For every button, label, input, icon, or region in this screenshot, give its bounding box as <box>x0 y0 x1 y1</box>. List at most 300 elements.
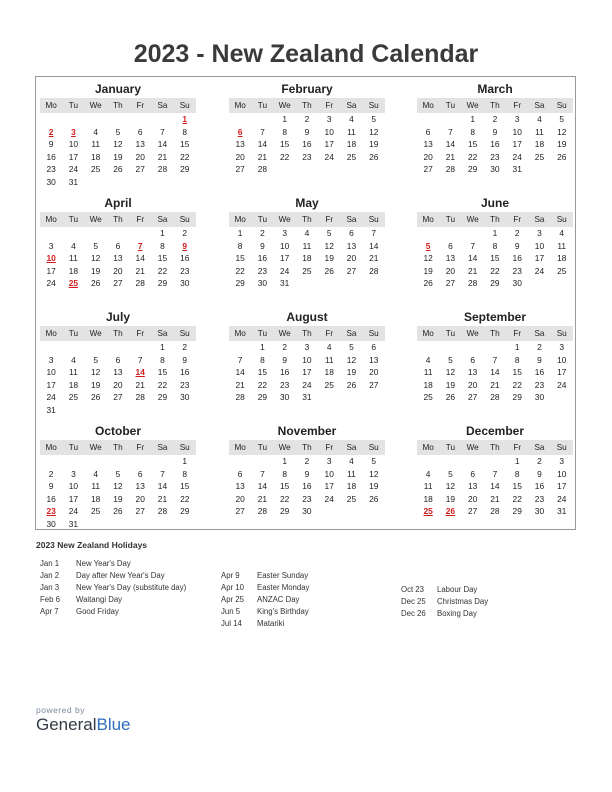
day-cell: 15 <box>235 253 245 263</box>
empty-day-cell <box>318 505 340 518</box>
day-cell: 30 <box>302 506 312 516</box>
weekday-label: Fr <box>513 215 522 224</box>
day-cell: 18 <box>346 481 357 491</box>
holiday-item <box>221 582 309 594</box>
week-row <box>40 113 196 126</box>
empty-day-cell <box>129 341 151 354</box>
day-cell: 22 <box>512 493 522 504</box>
day-cell: 29 <box>468 164 478 174</box>
day-cell: 5 <box>349 342 354 352</box>
day-cell: 22 <box>280 493 290 504</box>
day-cell: 17 <box>280 253 290 263</box>
day-cell: 3 <box>559 456 565 466</box>
day-cell: 20 <box>369 367 379 377</box>
month-name: September <box>463 310 527 324</box>
holiday-day-cell: 6 <box>237 126 243 137</box>
day-cell: 13 <box>113 253 123 263</box>
weekday-label: Mo <box>234 215 246 224</box>
holiday-date: Apr 7 <box>40 607 59 616</box>
day-cell: 9 <box>514 240 520 251</box>
holiday-item <box>221 606 309 618</box>
day-cell: 11 <box>423 481 433 491</box>
day-cell: 10 <box>68 481 79 491</box>
holiday-item <box>40 558 186 570</box>
day-cell: 14 <box>257 481 268 491</box>
day-cell: 8 <box>282 468 287 479</box>
day-cell: 12 <box>113 481 123 491</box>
holiday-day-cell: 23 <box>46 506 56 516</box>
day-cell: 10 <box>534 240 545 251</box>
month-name: October <box>94 424 141 438</box>
day-cell: 9 <box>48 139 54 149</box>
weekday-label: Tu <box>257 101 268 110</box>
weekday-label: We <box>466 101 479 110</box>
day-cell: 25 <box>346 151 357 162</box>
day-cell: 21 <box>257 151 268 162</box>
empty-day-cell <box>40 455 62 468</box>
day-cell: 14 <box>157 139 168 149</box>
week-row <box>229 265 385 278</box>
weekday-label: Th <box>490 329 500 338</box>
holiday-day-cell: 5 <box>425 240 431 251</box>
day-cell: 11 <box>347 468 356 479</box>
month-august <box>229 309 385 404</box>
week-row <box>229 366 385 379</box>
empty-day-cell <box>551 391 573 404</box>
day-cell: 18 <box>423 493 433 504</box>
empty-day-cell <box>363 277 385 290</box>
day-cell: 15 <box>180 139 190 149</box>
day-cell: 31 <box>512 164 522 174</box>
day-cell: 21 <box>135 265 145 276</box>
day-cell: 9 <box>492 126 498 137</box>
day-cell: 2 <box>492 114 498 124</box>
holiday-column <box>40 558 186 618</box>
day-cell: 24 <box>68 506 79 516</box>
day-cell: 12 <box>557 126 567 137</box>
empty-day-cell <box>484 341 506 354</box>
week-row <box>40 277 196 290</box>
weekday-label: We <box>89 101 102 110</box>
empty-day-cell <box>274 163 296 176</box>
day-cell: 4 <box>71 354 76 365</box>
day-cell: 4 <box>559 228 565 238</box>
weekday-label: Th <box>113 215 123 224</box>
holiday-name: Labour Day <box>437 585 478 594</box>
empty-day-cell <box>40 227 62 240</box>
day-cell: 20 <box>346 253 357 263</box>
day-cell: 5 <box>448 468 453 479</box>
weekday-label: Tu <box>257 443 268 452</box>
day-cell: 30 <box>534 392 545 402</box>
day-cell: 29 <box>512 392 522 402</box>
day-cell: 30 <box>280 392 290 402</box>
day-cell: 8 <box>282 126 287 137</box>
day-cell: 24 <box>68 164 79 174</box>
day-cell: 1 <box>282 114 287 124</box>
day-cell: 30 <box>180 278 190 288</box>
day-cell: 17 <box>46 379 56 390</box>
week-row <box>229 493 385 506</box>
weekday-label: Sa <box>534 215 545 224</box>
holiday-item <box>221 594 309 606</box>
month-february <box>229 81 385 176</box>
weekday-label: Su <box>556 443 567 452</box>
day-cell: 18 <box>91 493 101 504</box>
day-cell: 3 <box>71 468 76 479</box>
weekday-label: Th <box>113 329 123 338</box>
day-cell: 24 <box>534 265 545 276</box>
day-cell: 10 <box>324 126 334 137</box>
day-cell: 29 <box>157 392 168 402</box>
day-cell: 3 <box>48 354 54 365</box>
holiday-date: Jul 14 <box>221 619 242 628</box>
holiday-name: Christmas Day <box>437 597 489 606</box>
holiday-name: King's Birthday <box>257 607 309 616</box>
day-cell: 2 <box>537 456 542 466</box>
day-cell: 18 <box>91 151 101 162</box>
day-cell: 13 <box>135 139 145 149</box>
day-cell: 24 <box>280 265 290 276</box>
day-cell: 31 <box>68 518 79 529</box>
month-november <box>229 423 385 518</box>
empty-day-cell <box>151 404 173 417</box>
empty-day-cell <box>439 113 461 126</box>
weekday-label: Su <box>368 215 379 224</box>
weekday-header <box>229 440 385 455</box>
weekday-label: We <box>466 329 479 338</box>
day-cell: 13 <box>445 253 456 263</box>
calendar-grid <box>35 76 576 530</box>
day-cell: 28 <box>369 265 379 276</box>
empty-day-cell <box>528 163 550 176</box>
weekday-label: Th <box>113 101 123 110</box>
week-row <box>229 240 385 253</box>
day-cell: 26 <box>369 151 379 162</box>
empty-day-cell <box>551 277 573 290</box>
week-row <box>229 354 385 367</box>
day-cell: 27 <box>346 265 357 276</box>
day-cell: 8 <box>160 354 165 365</box>
day-cell: 10 <box>46 367 56 377</box>
day-cell: 6 <box>115 240 121 251</box>
empty-day-cell <box>107 404 129 417</box>
day-cell: 16 <box>46 151 56 162</box>
day-cell: 22 <box>280 151 290 162</box>
day-cell: 1 <box>160 342 165 352</box>
weekday-label: Mo <box>422 101 434 110</box>
week-row <box>417 265 573 278</box>
day-cell: 26 <box>369 493 379 504</box>
weekday-label: Tu <box>257 329 268 338</box>
week-row <box>40 151 196 164</box>
weekday-label: Tu <box>68 101 79 110</box>
day-cell: 19 <box>91 379 101 390</box>
day-cell: 1 <box>160 228 165 238</box>
day-cell: 31 <box>302 392 312 402</box>
day-cell: 3 <box>304 342 310 352</box>
empty-day-cell <box>85 176 107 189</box>
weekday-label: Fr <box>513 101 522 110</box>
day-cell: 24 <box>324 151 334 162</box>
empty-day-cell <box>251 113 273 126</box>
day-cell: 6 <box>425 126 431 137</box>
weekday-header <box>417 440 573 455</box>
day-cell: 17 <box>324 139 334 149</box>
day-cell: 25 <box>324 379 334 390</box>
day-cell: 11 <box>302 240 312 251</box>
weekday-label: We <box>278 443 291 452</box>
weekday-label: Su <box>179 329 190 338</box>
holiday-day-cell: 25 <box>423 506 433 516</box>
day-cell: 6 <box>349 228 354 238</box>
day-cell: 30 <box>46 176 56 187</box>
day-cell: 17 <box>68 493 79 504</box>
day-cell: 17 <box>46 265 56 276</box>
weekday-label: Su <box>556 101 567 110</box>
weekday-label: Mo <box>422 443 434 452</box>
day-cell: 29 <box>280 506 290 516</box>
empty-day-cell <box>129 404 151 417</box>
day-cell: 11 <box>324 354 334 365</box>
empty-day-cell <box>85 404 107 417</box>
day-cell: 24 <box>512 151 522 162</box>
day-cell: 8 <box>470 126 475 137</box>
day-cell: 26 <box>91 278 101 288</box>
month-name: May <box>295 196 319 210</box>
day-cell: 30 <box>257 278 268 288</box>
empty-day-cell <box>417 113 439 126</box>
day-cell: 7 <box>137 354 143 365</box>
day-cell: 4 <box>71 240 76 251</box>
week-row <box>40 252 196 265</box>
day-cell: 14 <box>445 139 456 149</box>
weekday-label: Th <box>490 215 500 224</box>
weekday-label: Th <box>490 443 500 452</box>
day-cell: 26 <box>324 265 334 276</box>
day-cell: 12 <box>113 139 123 149</box>
day-cell: 1 <box>182 456 188 466</box>
empty-day-cell <box>318 163 340 176</box>
day-cell: 19 <box>369 481 379 491</box>
day-cell: 30 <box>180 392 190 402</box>
empty-day-cell <box>318 391 340 404</box>
week-row <box>417 493 573 506</box>
day-cell: 12 <box>91 253 101 263</box>
week-row <box>229 113 385 126</box>
weekday-label: Fr <box>325 101 334 110</box>
day-cell: 27 <box>423 164 433 174</box>
day-cell: 5 <box>115 126 121 137</box>
day-cell: 31 <box>280 278 290 288</box>
holiday-item <box>40 606 186 618</box>
day-cell: 31 <box>557 506 567 516</box>
week-row <box>229 252 385 265</box>
day-cell: 17 <box>302 367 312 377</box>
day-cell: 16 <box>280 367 290 377</box>
day-cell: 15 <box>280 139 290 149</box>
weekday-label: We <box>89 329 102 338</box>
day-cell: 14 <box>490 367 500 377</box>
day-cell: 21 <box>445 151 456 162</box>
weekday-label: Tu <box>445 329 456 338</box>
day-cell: 18 <box>423 379 433 390</box>
day-cell: 23 <box>280 379 290 390</box>
day-cell: 7 <box>448 126 453 137</box>
month-name: June <box>480 196 509 210</box>
day-cell: 29 <box>490 278 500 288</box>
day-cell: 20 <box>113 265 123 276</box>
day-cell: 11 <box>69 253 78 263</box>
week-row <box>417 163 573 176</box>
day-cell: 25 <box>346 493 357 504</box>
day-cell: 28 <box>490 392 500 402</box>
day-cell: 22 <box>157 379 168 390</box>
footer-logo[interactable] <box>36 705 131 735</box>
day-cell: 13 <box>423 139 433 149</box>
day-cell: 9 <box>182 354 188 365</box>
weekday-label: Fr <box>513 329 522 338</box>
day-cell: 11 <box>91 139 101 149</box>
day-cell: 9 <box>304 126 310 137</box>
day-cell: 22 <box>235 265 245 276</box>
day-cell: 12 <box>423 253 433 263</box>
month-june <box>417 195 573 290</box>
holiday-day-cell: 3 <box>71 126 76 137</box>
day-cell: 16 <box>534 481 545 491</box>
day-cell: 20 <box>445 265 456 276</box>
day-cell: 23 <box>512 265 522 276</box>
weekday-label: Mo <box>422 215 434 224</box>
week-row <box>40 126 196 139</box>
day-cell: 9 <box>48 481 54 491</box>
day-cell: 13 <box>468 481 478 491</box>
month-october <box>40 423 196 530</box>
day-cell: 8 <box>182 468 188 479</box>
holiday-name: Day after New Year's Day <box>76 571 165 580</box>
weekday-label: Mo <box>422 329 434 338</box>
day-cell: 13 <box>235 139 245 149</box>
day-cell: 8 <box>160 240 165 251</box>
weekday-label: Th <box>302 101 312 110</box>
day-cell: 22 <box>257 379 268 390</box>
weekday-label: Su <box>179 101 190 110</box>
day-cell: 13 <box>135 481 145 491</box>
empty-day-cell <box>417 455 439 468</box>
day-cell: 5 <box>448 354 453 365</box>
day-cell: 6 <box>470 468 475 479</box>
day-cell: 27 <box>235 164 245 174</box>
day-cell: 24 <box>557 379 567 390</box>
day-cell: 5 <box>371 456 377 466</box>
holiday-name: Boxing Day <box>437 609 477 618</box>
day-cell: 25 <box>91 506 101 516</box>
weekday-header <box>40 98 196 113</box>
day-cell: 16 <box>512 253 522 263</box>
holiday-day-cell: 14 <box>135 367 145 377</box>
holiday-name: ANZAC Day <box>257 595 300 604</box>
day-cell: 20 <box>235 151 245 162</box>
week-row <box>417 354 573 367</box>
day-cell: 1 <box>470 114 475 124</box>
holidays-heading: 2023 New Zealand Holidays <box>36 540 148 550</box>
week-row <box>40 379 196 392</box>
day-cell: 24 <box>324 493 334 504</box>
holiday-item <box>401 584 488 596</box>
day-cell: 15 <box>512 481 522 491</box>
empty-day-cell <box>40 341 62 354</box>
month-name: March <box>477 82 513 96</box>
day-cell: 27 <box>135 506 145 516</box>
week-row <box>40 163 196 176</box>
day-cell: 28 <box>445 164 456 174</box>
week-row <box>40 341 196 354</box>
day-cell: 25 <box>91 164 101 174</box>
holiday-day-cell: 9 <box>182 240 188 251</box>
day-cell: 25 <box>423 392 433 402</box>
weekday-label: Th <box>302 329 312 338</box>
day-cell: 4 <box>425 468 431 479</box>
day-cell: 27 <box>235 506 245 516</box>
empty-day-cell <box>439 455 461 468</box>
empty-day-cell <box>129 518 151 531</box>
holiday-date: Apr 9 <box>221 571 240 580</box>
weekday-label: We <box>278 215 291 224</box>
weekday-label: Sa <box>346 215 357 224</box>
day-cell: 20 <box>135 493 145 504</box>
day-cell: 26 <box>113 164 123 174</box>
month-september <box>417 309 573 404</box>
empty-day-cell <box>363 163 385 176</box>
day-cell: 14 <box>257 139 268 149</box>
day-cell: 21 <box>369 253 379 263</box>
day-cell: 26 <box>113 506 123 516</box>
day-cell: 17 <box>324 481 334 491</box>
day-cell: 23 <box>302 151 312 162</box>
week-row <box>417 468 573 481</box>
day-cell: 2 <box>48 468 54 479</box>
day-cell: 3 <box>559 342 565 352</box>
week-row <box>417 138 573 151</box>
weekday-header <box>417 326 573 341</box>
week-row <box>40 518 196 531</box>
day-cell: 27 <box>135 164 145 174</box>
month-name: February <box>281 82 333 96</box>
day-cell: 5 <box>371 114 377 124</box>
day-cell: 25 <box>302 265 312 276</box>
day-cell: 11 <box>91 481 101 491</box>
day-cell: 15 <box>468 139 478 149</box>
weekday-header <box>40 440 196 455</box>
day-cell: 14 <box>369 240 379 251</box>
day-cell: 20 <box>113 379 123 390</box>
week-row <box>40 391 196 404</box>
month-july <box>40 309 196 416</box>
day-cell: 25 <box>68 392 79 402</box>
day-cell: 8 <box>514 354 520 365</box>
weekday-label: Fr <box>513 443 522 452</box>
day-cell: 29 <box>512 506 522 516</box>
day-cell: 12 <box>445 481 456 491</box>
day-cell: 28 <box>468 278 478 288</box>
day-cell: 7 <box>470 240 475 251</box>
day-cell: 12 <box>91 367 101 377</box>
day-cell: 16 <box>302 481 312 491</box>
day-cell: 5 <box>93 240 98 251</box>
holiday-date: Dec 25 <box>401 597 426 606</box>
day-cell: 20 <box>423 151 433 162</box>
holiday-date: Jan 3 <box>40 583 60 592</box>
